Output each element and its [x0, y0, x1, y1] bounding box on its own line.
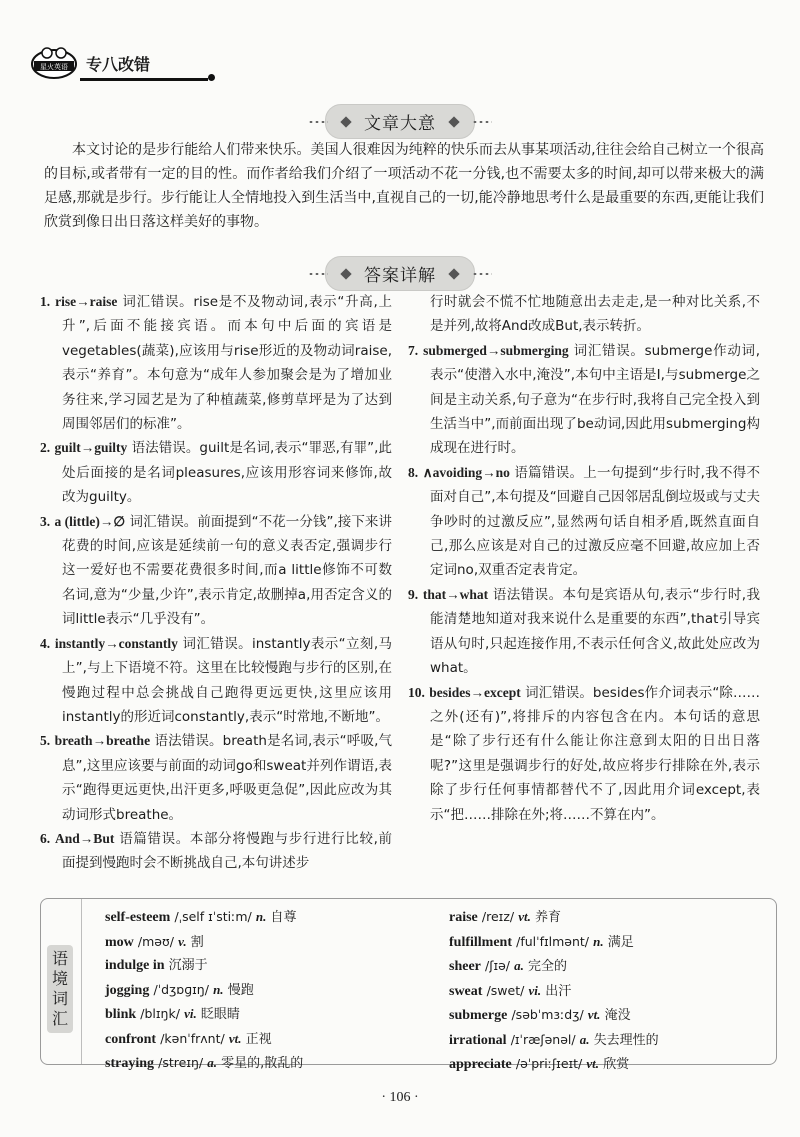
answer-item-continuation: 行时就会不慌不忙地随意出去走走,是一种对比关系,不是并列,故将And改成But,表示转折。: [430, 294, 760, 335]
vocabulary-sidebar: [41, 899, 82, 1064]
answers-heading: 答案详解: [0, 256, 800, 291]
answer-item: 2. guilt→guilty 语法错误。guilt是名词,表示“罪恶,有罪”,此处后面接的是名词pleasures,应该用形容词来修饰,故改为guilty。: [40, 440, 392, 506]
vocab-entry: jogging /ˈdʒɒɡɪŋ/ n. 慢跑: [105, 981, 254, 998]
diamond-icon: [448, 268, 459, 279]
answer-item: 7. submerged→submerging 词汇错误。submerge作动词,表示“使潜入水中,淹没”,本句中主语是I,与submerge之间是主动关系,句子意为“在步行时,我将自己完全投入到生活当中”,而前面出现了be动词,因此用submerging构成现在进行时。: [408, 342, 760, 457]
answer-item: 6. And→But 语篇错误。本部分将慢跑与步行进行比较,前面提到慢跑时会不断挑战自己,本句讲述步: [40, 830, 392, 872]
answer-item: 9. that→what 语法错误。本句是宾语从句,表示“步行时,我能清楚地知道对我来说什么是重要的东西”,that引导宾语从句时,只起连接作用,不表示任何含义,故此处应改为what。: [408, 586, 761, 677]
vocab-entry: straying /streɪŋ/ a. 零星的,散乱的: [105, 1055, 304, 1071]
vocab-entry: fulfillment /fulˈfɪlmənt/ n. 满足: [449, 933, 634, 950]
diamond-icon: [340, 116, 351, 127]
brand-logo: [30, 44, 78, 80]
answer-item: 10. besides→except 词汇错误。besides作介词表示“除……之外(还有)”,将排斥的内容包含在内。本句话的意思是“除了步行还有什么能让你注意到太阳的日出日落呢?”这里是强调步行的好处,故应将步行排除在外,表示除了步行任何事情都替代不了,因此用介词except,表示“把……排除在外;将……不算在内”。: [408, 684, 760, 823]
logo-text: 星火英语: [40, 63, 68, 71]
answer-item: 3. a (little)→∅ 词汇错误。前面提到“不花一分钱”,接下来讲花费的时间,应该是延续前一句的意义表否定,强调步行这一爱好也不需要花费很多时间,而a little修饰不可数名词,意为“少量,少许”,表示肯定,故删掉a,用否定含义的词little表示“几乎没有”。: [40, 513, 392, 628]
vocab-entry: raise /reɪz/ vt. 养育: [449, 909, 562, 925]
vocabulary-box: [40, 898, 777, 1072]
page-number: · 106 ·: [381, 1090, 419, 1105]
diamond-icon: [340, 268, 351, 279]
summary-heading: 文章大意: [0, 104, 800, 139]
header-rule-dot: [208, 74, 215, 81]
vocabulary-list-right: [449, 905, 769, 1077]
answer-item: 8. ∧avoiding→no 语篇错误。上一句提到“步行时,我不得不面对自己”,本句提及“回避自己因邻居乱倒垃圾或与丈夫争吵时的过激反应”,显然两句话自相矛盾,既然直面自己,那么应该是对自己的过激反应毫不回避,故应加上否定词no,双重否定表肯定。: [408, 464, 760, 579]
vocab-entry: blink /blɪŋk/ vi. 眨眼睛: [105, 1006, 240, 1022]
header-rule: [80, 78, 208, 81]
vocab-entry: sheer /ʃɪə/ a. 完全的: [449, 958, 568, 974]
answer-item: 5. breath→breathe 语法错误。breath是名词,表示“呼吸,气息”,这里应该要与前面的动词go和sweat并列作谓语,表示“跑得更远更快,出汗更多,呼吸更急促”,因此应改为其动词形式breathe。: [40, 733, 393, 823]
answers-column-left: [40, 290, 392, 876]
vocab-entry: irrational /ɪˈræʃənəl/ a. 失去理性的: [449, 1031, 659, 1048]
vocabulary-label: 语境词汇: [47, 945, 73, 1033]
vocab-entry: mow /məʊ/ v. 割: [105, 933, 204, 950]
vocab-entry: confront /kənˈfrʌnt/ vt. 正视: [105, 1030, 272, 1047]
vocabulary-list-left: [105, 905, 435, 1076]
answers-column-right: [408, 290, 760, 827]
vocab-entry: submerge /səbˈmɜːdʒ/ vt. 淹没: [449, 1007, 631, 1023]
diamond-icon: [448, 116, 459, 127]
page-header: [30, 40, 790, 84]
vocab-entry: indulge in 沉溺于: [105, 958, 208, 973]
page-section-title: 专八改错: [86, 55, 151, 74]
vocab-entry: self-esteem /ˌself ɪˈstiːm/ n. 自尊: [105, 909, 297, 925]
answer-item: 1. rise→raise 词汇错误。rise是不及物动词,表示“升高,上升”,后面不能接宾语。而本句中后面的宾语是vegetables(蔬菜),应该用与rise形近的及物动词raise,表示“养育”。本句意为“成年人参加聚会是为了增加业务往来,学习园艺是为了种植蔬菜,修剪草坪是为了达到周围邻居们的标准”。: [40, 294, 392, 433]
vocab-entry: sweat /swet/ vi. 出汗: [449, 982, 572, 999]
summary-paragraph: 本文讨论的是步行能给人们带来快乐。美国人很难因为纯粹的快乐而去从事某项活动,往往会给自己树立一个很高的目标,或者带有一定的目的性。而作者给我们介绍了一项活动不花一分钱,也不需要太多的时间,却可以带来极大的满足感,那就是步行。步行能让人全情地投入到生活当中,直视自己的一切,能冷静地思考什么是最重要的东西,更能让我们欣赏到像日出日落这样美好的事物。: [44, 142, 764, 230]
vocab-entry: appreciate /əˈpriːʃɪeɪt/ vt. 欣赏: [449, 1056, 630, 1072]
answer-item: 4. instantly→constantly 词汇错误。instantly表示“立刻,马上”,与上下语境不符。这里在比较慢跑与步行的区别,在慢跑过程中总会挑战自己跑得更远更快,这里应该用instantly的形近词constantly,表示“时常地,不断地”。: [40, 635, 392, 725]
